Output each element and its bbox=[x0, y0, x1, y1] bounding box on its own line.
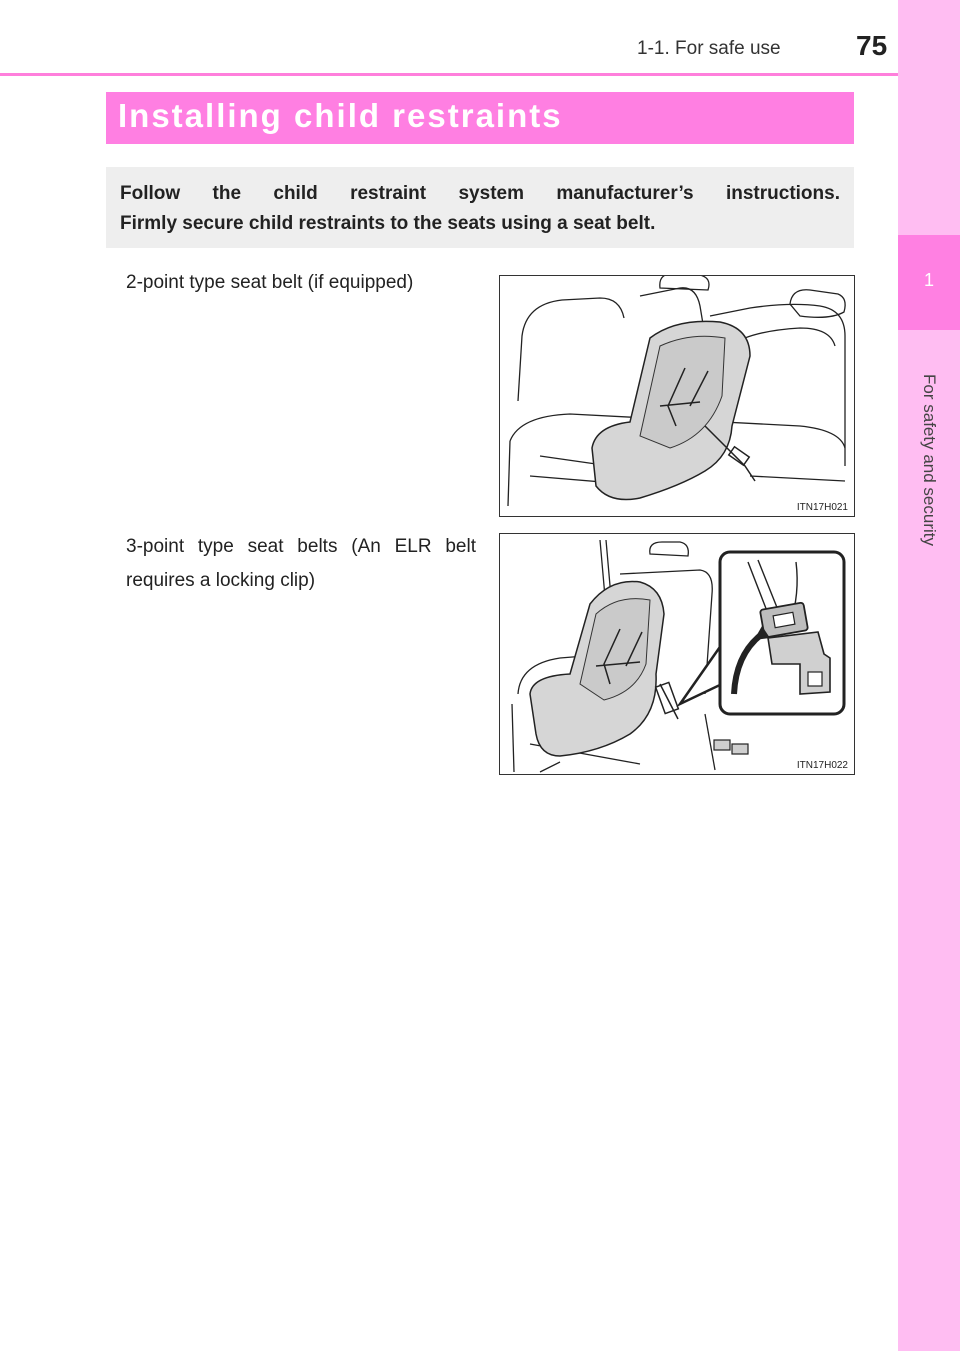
title-banner bbox=[106, 92, 854, 144]
intro-box bbox=[106, 167, 854, 248]
child-seat-illustration-2 bbox=[500, 534, 854, 774]
item-3point-text: 3-point type seat belts (An ELR belt requires a locking clip) bbox=[126, 536, 476, 591]
figure-3point-seat-belt bbox=[499, 533, 855, 775]
item-2point-text: 2-point type seat belt (if equipped) bbox=[126, 272, 414, 293]
figure-code: ITN17H022 bbox=[796, 760, 848, 771]
figure-2point-seat-belt bbox=[499, 275, 855, 517]
chapter-sidebar bbox=[898, 0, 960, 1351]
intro-line-2: Firmly secure child restraints to the seats using a seat belt. bbox=[120, 213, 656, 234]
chapter-number: 1 bbox=[923, 270, 934, 290]
figure-code: ITN17H021 bbox=[796, 502, 848, 513]
intro-text bbox=[120, 179, 840, 239]
page-title: Installing child restraints bbox=[118, 97, 563, 134]
header-divider bbox=[0, 73, 898, 76]
page-number: 75 bbox=[856, 30, 888, 61]
child-seat-illustration-1 bbox=[500, 276, 854, 516]
chapter-title: For safety and security bbox=[920, 374, 939, 546]
section-heading: 1-1. For safe use bbox=[637, 38, 781, 59]
intro-line-1: Follow the child restraint system manufacturer’s instructions. bbox=[120, 183, 840, 204]
